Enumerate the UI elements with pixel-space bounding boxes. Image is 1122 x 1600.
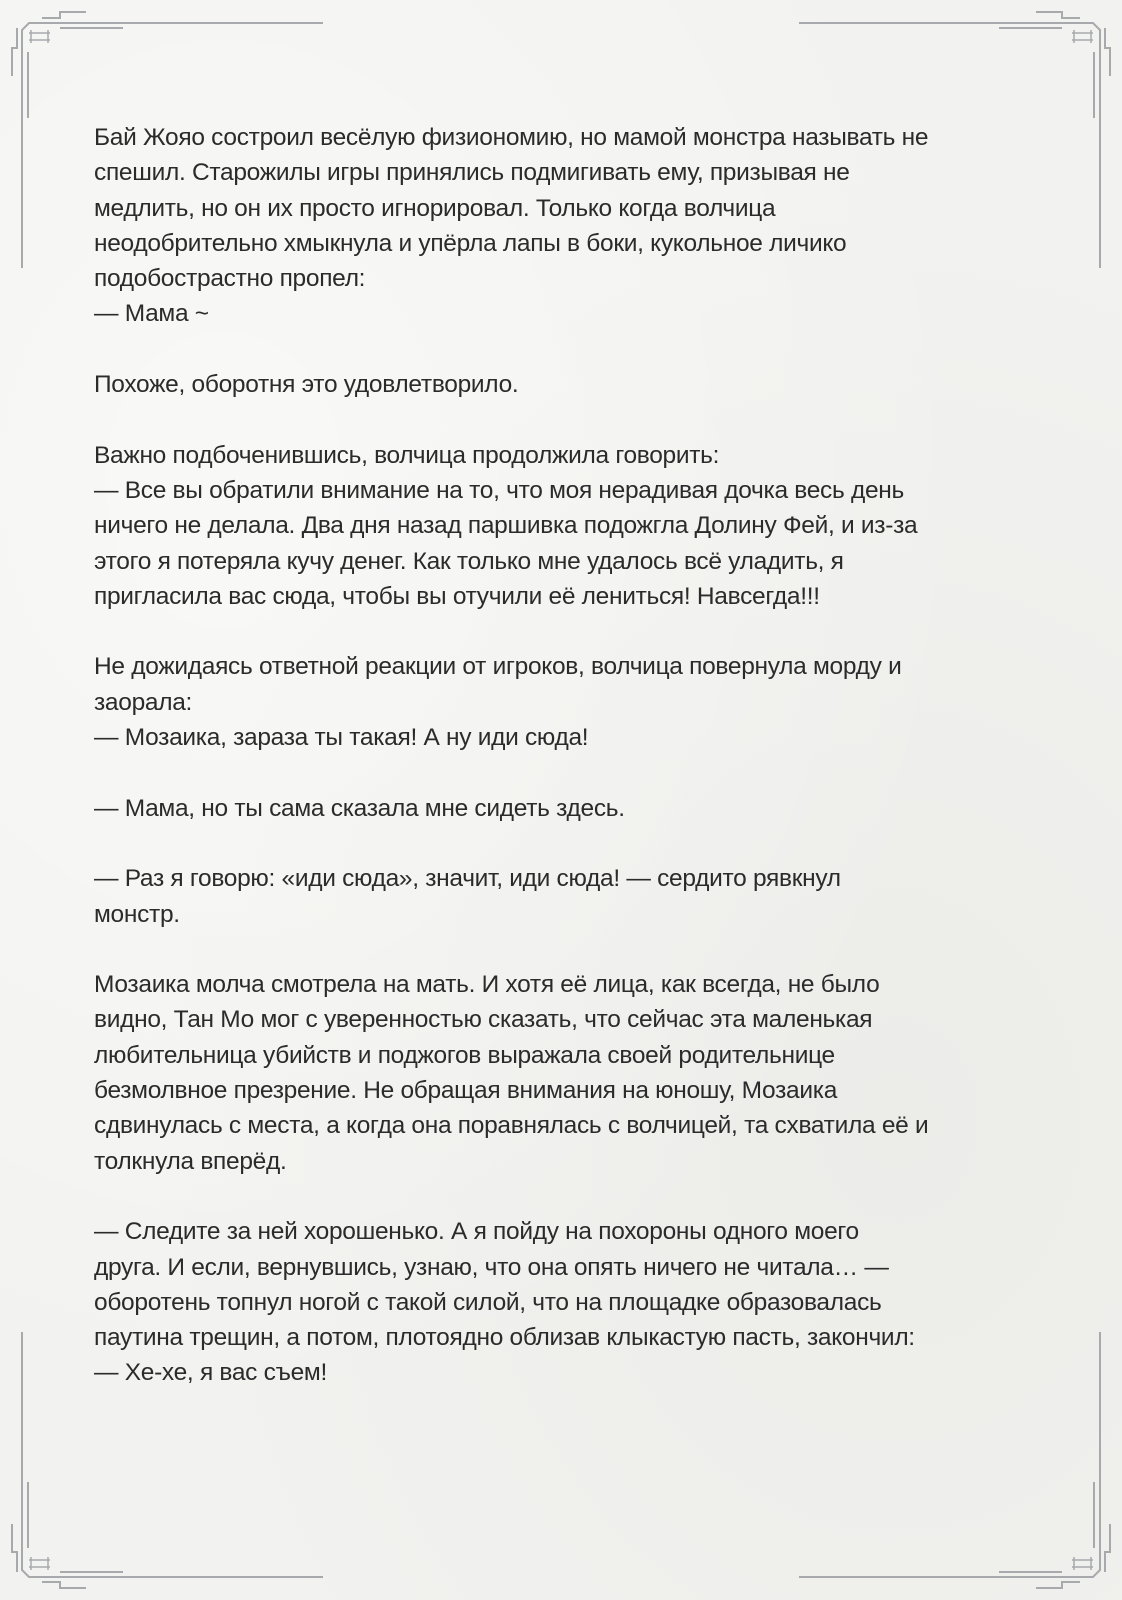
paragraph-gap — [94, 826, 1024, 861]
text-line: любительница убийств и поджогов выражала своей родительнице — [94, 1041, 835, 1069]
text-line: Не дожидаясь ответной реакции от игроков, волчица повернула морду и — [94, 653, 902, 681]
text-line: — Все вы обратили внимание на то, что моя нерадивая дочка весь день — [94, 476, 904, 504]
text-line: заорала: — [94, 688, 193, 716]
text-line: толкнула вперёд. — [94, 1147, 287, 1175]
text-line: — Мама ~ — [94, 300, 209, 328]
paragraph — [94, 438, 1024, 614]
paragraph-gap — [94, 755, 1024, 790]
text-line: — Мозаика, зараза ты такая! А ну иди сюда! — [94, 724, 589, 752]
paragraph — [94, 967, 1024, 1179]
text-line: видно, Тан Мо мог с уверенностью сказать, что сейчас эта маленькая — [94, 1006, 873, 1034]
story-text — [94, 120, 1024, 1391]
text-line: этого я потеряла кучу денег. Как только мне удалось всё уладить, я — [94, 547, 844, 575]
text-line: неодобрительно хмыкнула и упёрла лапы в боки, кукольное личико — [94, 229, 847, 257]
text-line: сдвинулась с места, а когда она поравнялась с волчицей, та схватила её и — [94, 1112, 929, 1140]
text-line: Похоже, оборотня это удовлетворило. — [94, 371, 519, 399]
text-line: монстр. — [94, 900, 180, 928]
paragraph — [94, 367, 1024, 402]
text-line: Мозаика молча смотрела на мать. И хотя её лица, как всегда, не было — [94, 971, 880, 999]
paragraph — [94, 861, 1024, 932]
text-line: — Мама, но ты сама сказала мне сидеть здесь. — [94, 794, 625, 822]
paragraph-gap — [94, 402, 1024, 437]
paragraph-gap — [94, 1179, 1024, 1214]
text-line: паутина трещин, а потом, плотоядно облизав клыкастую пасть, закончил: — [94, 1324, 915, 1352]
text-line: пригласила вас сюда, чтобы вы отучили её лениться! Навсегда!!! — [94, 582, 820, 610]
paragraph — [94, 120, 1024, 332]
paragraph-gap — [94, 932, 1024, 967]
text-line: ничего не делала. Два дня назад паршивка подожгла Долину Фей, и из-за — [94, 512, 918, 540]
paragraph-gap — [94, 614, 1024, 649]
text-line: — Хе-хе, я вас съем! — [94, 1359, 327, 1387]
text-line: медлить, но он их просто игнорировал. Только когда волчица — [94, 194, 776, 222]
text-line: — Раз я говорю: «иди сюда», значит, иди сюда! — сердито рявкнул — [94, 865, 841, 893]
text-line: друга. И если, вернувшись, узнаю, что она опять ничего не читала… — — [94, 1253, 889, 1281]
text-line: безмолвное презрение. Не обращая внимания на юношу, Мозаика — [94, 1077, 838, 1105]
text-line: оборотень топнул ногой с такой силой, что на площадке образовалась — [94, 1288, 882, 1316]
text-line: — Следите за ней хорошенько. А я пойду на похороны одного моего — [94, 1218, 859, 1246]
text-line: подобострастно пропел: — [94, 265, 366, 293]
text-line: спешил. Старожилы игры принялись подмигивать ему, призывая не — [94, 159, 850, 187]
text-line: Важно подбоченившись, волчица продолжила говорить: — [94, 441, 720, 469]
paragraph — [94, 649, 1024, 755]
text-line: Бай Жояо состроил весёлую физиономию, но мамой монстра называть не — [94, 124, 929, 151]
paragraph-gap — [94, 332, 1024, 367]
paragraph — [94, 791, 1024, 826]
paragraph — [94, 1214, 1024, 1390]
